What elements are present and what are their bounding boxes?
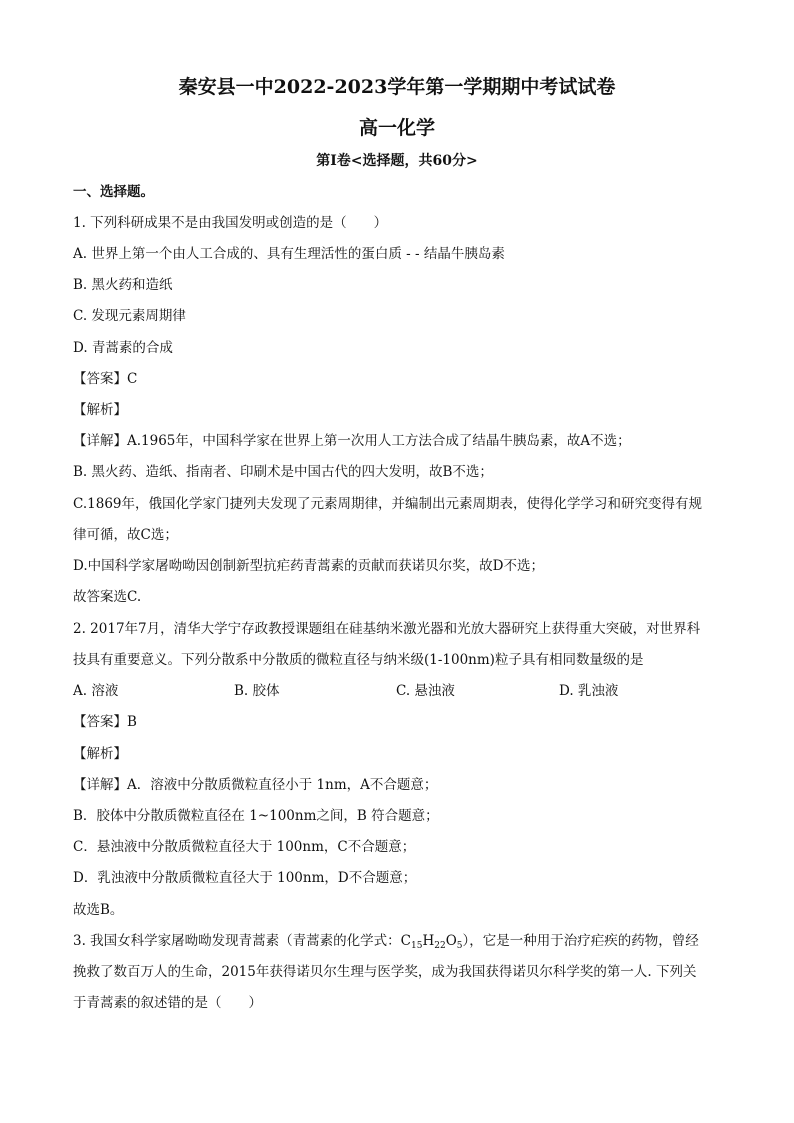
q2-option-c: C. 悬浊液 bbox=[396, 683, 455, 699]
q1-detail-5: D.中国科学家屠呦呦因创制新型抗疟药青蒿素的贡献而获诺贝尔奖，故D不选； bbox=[73, 558, 544, 574]
q1-detail-3: C.1869年，俄国化学家门捷列夫发现了元素周期律，并编制出元素周期表，使得化学学习和研究变得有规 bbox=[73, 496, 702, 512]
exam-title: 秦安县一中2022-2023学年第一学期期中考试试卷 bbox=[178, 76, 616, 98]
q1-option-d: D. 青蒿素的合成 bbox=[73, 340, 173, 356]
q1-option-a: A. 世界上第一个由人工合成的、具有生理活性的蛋白质 - - 结晶牛胰岛素 bbox=[73, 246, 505, 262]
q2-stem-line-2: 技具有重要意义。下列分散系中分散质的微粒直径与纳米级(1-100nm)粒子具有相同数量级的是 bbox=[73, 652, 644, 668]
q2-stem-line-1: 2. 2017年7月，清华大学宁存政教授课题组在硅基纳米激光器和光放大器研究上获得重大突破，对世界科 bbox=[73, 621, 701, 637]
q1-detail-2: B. 黑火药、造纸、指南者、印刷术是中国古代的四大发明，故B不选； bbox=[73, 464, 493, 480]
q3-formula-o: O bbox=[445, 933, 457, 949]
q3-stem-line-1 bbox=[73, 932, 699, 950]
q3-formula-sub-o: 5 bbox=[456, 941, 463, 951]
q2-analysis-label: 【解析】 bbox=[73, 746, 127, 762]
exam-part: 第I卷<选择题，共60分> bbox=[316, 153, 478, 169]
q3-formula-h: H bbox=[422, 933, 435, 949]
q2-detail-1: 【详解】A．溶液中分散质微粒直径小于 1nm，A不合题意； bbox=[73, 777, 438, 793]
q3-formula-sub-h: 22 bbox=[434, 941, 446, 951]
q2-option-d: D. 乳浊液 bbox=[559, 683, 619, 699]
q1-option-c: C. 发现元素周期律 bbox=[73, 308, 186, 324]
q2-detail-4: D．乳浊液中分散质微粒直径大于 100nm，D不合题意； bbox=[73, 870, 417, 886]
q1-detail-1: 【详解】A.1965年，中国科学家在世界上第一次用人工方法合成了结晶牛胰岛素，故A不选； bbox=[73, 433, 631, 449]
q3-stem-line-2: 挽救了数百万人的生命，2015年获得诺贝尔生理与医学奖，成为我国获得诺贝尔科学奖的第一人. 下列关 bbox=[73, 964, 697, 980]
q1-detail-4: 律可循，故C选； bbox=[73, 527, 178, 543]
q3-stem-text-b: ），它是一种用于治疗疟疾的药物，曾经 bbox=[462, 933, 699, 949]
q1-option-b: B. 黑火药和造纸 bbox=[73, 277, 173, 293]
q3-stem-line-3: 于青蒿素的叙述错的是（ ） bbox=[73, 995, 262, 1011]
q1-answer: 【答案】C bbox=[73, 371, 138, 387]
q3-formula-sub-c: 15 bbox=[411, 941, 423, 951]
q1-analysis-label: 【解析】 bbox=[73, 402, 127, 418]
q2-option-a: A. 溶液 bbox=[73, 683, 119, 699]
q2-option-b: B. 胶体 bbox=[234, 683, 280, 699]
q2-conclusion: 故选B。 bbox=[73, 902, 124, 918]
q2-answer: 【答案】B bbox=[73, 714, 137, 730]
q1-conclusion: 故答案选C. bbox=[73, 589, 142, 605]
q2-detail-3: C．悬浊液中分散质微粒直径大于 100nm，C不合题意； bbox=[73, 839, 416, 855]
exam-subject: 高一化学 bbox=[358, 117, 435, 139]
q1-stem: 1. 下列科研成果不是由我国发明或创造的是（ ） bbox=[73, 215, 388, 231]
q2-detail-2: B．胶体中分散质微粒直径在 1~100nm之间，B 符合题意； bbox=[73, 808, 439, 824]
q3-stem-text-a: 3. 我国女科学家屠呦呦发现青蒿素（青蒿素的化学式：C bbox=[73, 933, 412, 949]
section-heading: 一、选择题。 bbox=[73, 184, 154, 200]
